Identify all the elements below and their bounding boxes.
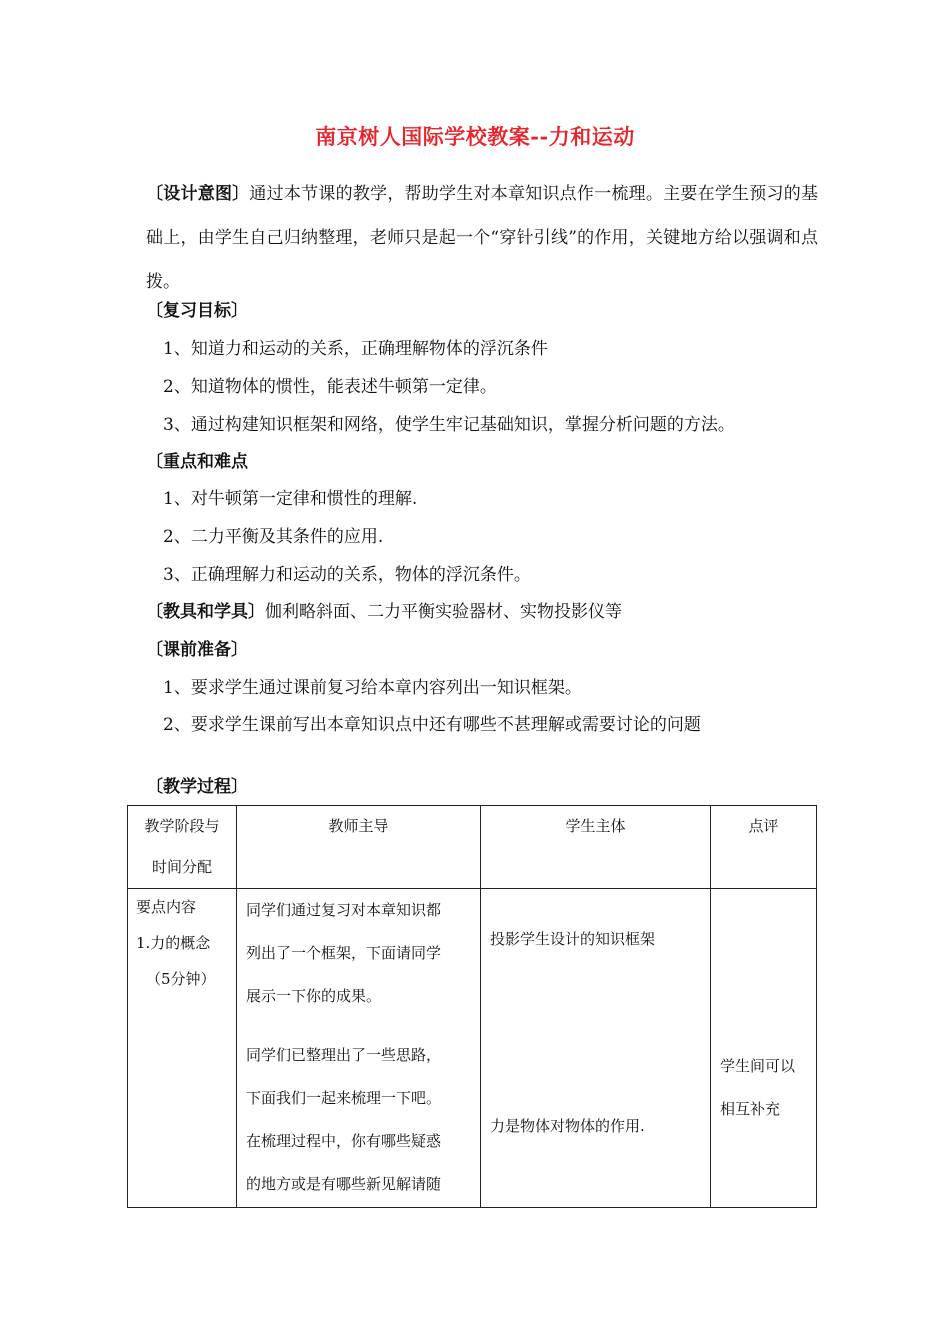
header-teacher-label: 教师主导 [328,817,389,835]
design-intent-paragraph [146,172,818,304]
preparation-item: 1、要求学生通过课前复习给本章内容列出一知识框架。 [163,678,582,698]
stage-line: 1.力的概念 [136,934,211,952]
tools-line [146,597,622,622]
teaching-process-table [127,805,817,1208]
header-comment-label: 点评 [748,817,779,835]
student-text: 投影学生设计的知识框架 [490,930,656,948]
table-header-row [128,806,817,889]
key-point-item: 1、对牛顿第一定律和惯性的理解. [163,489,418,509]
teacher-text-line: 下面我们一起来梳理一下吧。 [246,1089,442,1107]
review-goal-item: 2、知道物体的惯性，能表述牛顿第一定律。 [163,377,497,397]
tools-text: 伽利略斜面、二力平衡实验器材、实物投影仪等 [265,602,622,622]
key-point-item: 3、正确理解力和运动的关系，物体的浮沉条件。 [163,565,531,585]
teacher-text-line: 列出了一个框架，下面请同学 [246,944,442,962]
teacher-text-line: 展示一下你的成果。 [246,987,382,1005]
table-row [128,889,817,1208]
review-goal-item: 1、知道力和运动的关系，正确理解物体的浮沉条件 [163,339,548,359]
student-cell [481,889,711,1208]
key-point-item: 2、二力平衡及其条件的应用. [163,527,384,547]
design-intent-text: 通过本节课的教学，帮助学生对本章知识点作一梳理。主要在学生预习的基础上，由学生自己归纳整理，老师只是起一个“穿针引线”的作用，关键地方给以强调和点拨。 [146,184,818,292]
teacher-text-line: 同学们已整理出了一些思路， [246,1046,442,1064]
header-comment [711,806,817,889]
student-text: 力是物体对物体的作用. [490,1117,645,1135]
comment-cell [711,889,817,1208]
tools-label: 〔教具和学具〕 [146,602,265,622]
header-stage [128,806,237,889]
preparation-item: 2、要求学生课前写出本章知识点中还有哪些不甚理解或需要讨论的问题 [163,715,701,735]
stage-line: 要点内容 [136,898,197,916]
header-stage-line: 教学阶段与 [144,817,220,835]
review-goal-item: 3、通过构建知识框架和网络，使学生牢记基础知识，掌握分析问题的方法。 [163,415,735,435]
process-heading: 〔教学过程〕 [146,777,248,797]
review-goals-heading: 〔复习目标〕 [146,301,248,321]
stage-line: （5分钟） [146,970,216,988]
key-points-heading: 〔重点和难点 [146,452,248,472]
comment-line: 学生间可以 [720,1057,796,1075]
teacher-text-line: 的地方或是有哪些新见解请随 [246,1175,442,1193]
header-teacher [237,806,481,889]
page-title: 南京树人国际学校教案--力和运动 [315,124,635,149]
preparation-heading: 〔课前准备〕 [146,640,248,660]
header-student [481,806,711,889]
header-stage-line: 时间分配 [151,858,212,876]
teacher-cell [237,889,481,1208]
design-intent-label: 〔设计意图〕 [146,184,250,204]
teacher-text-line: 同学们通过复习对本章知识都 [246,901,442,919]
stage-cell [128,889,237,1208]
teacher-text-line: 在梳理过程中，你有哪些疑惑 [246,1132,442,1150]
comment-line: 相互补充 [720,1100,781,1118]
header-student-label: 学生主体 [565,817,626,835]
